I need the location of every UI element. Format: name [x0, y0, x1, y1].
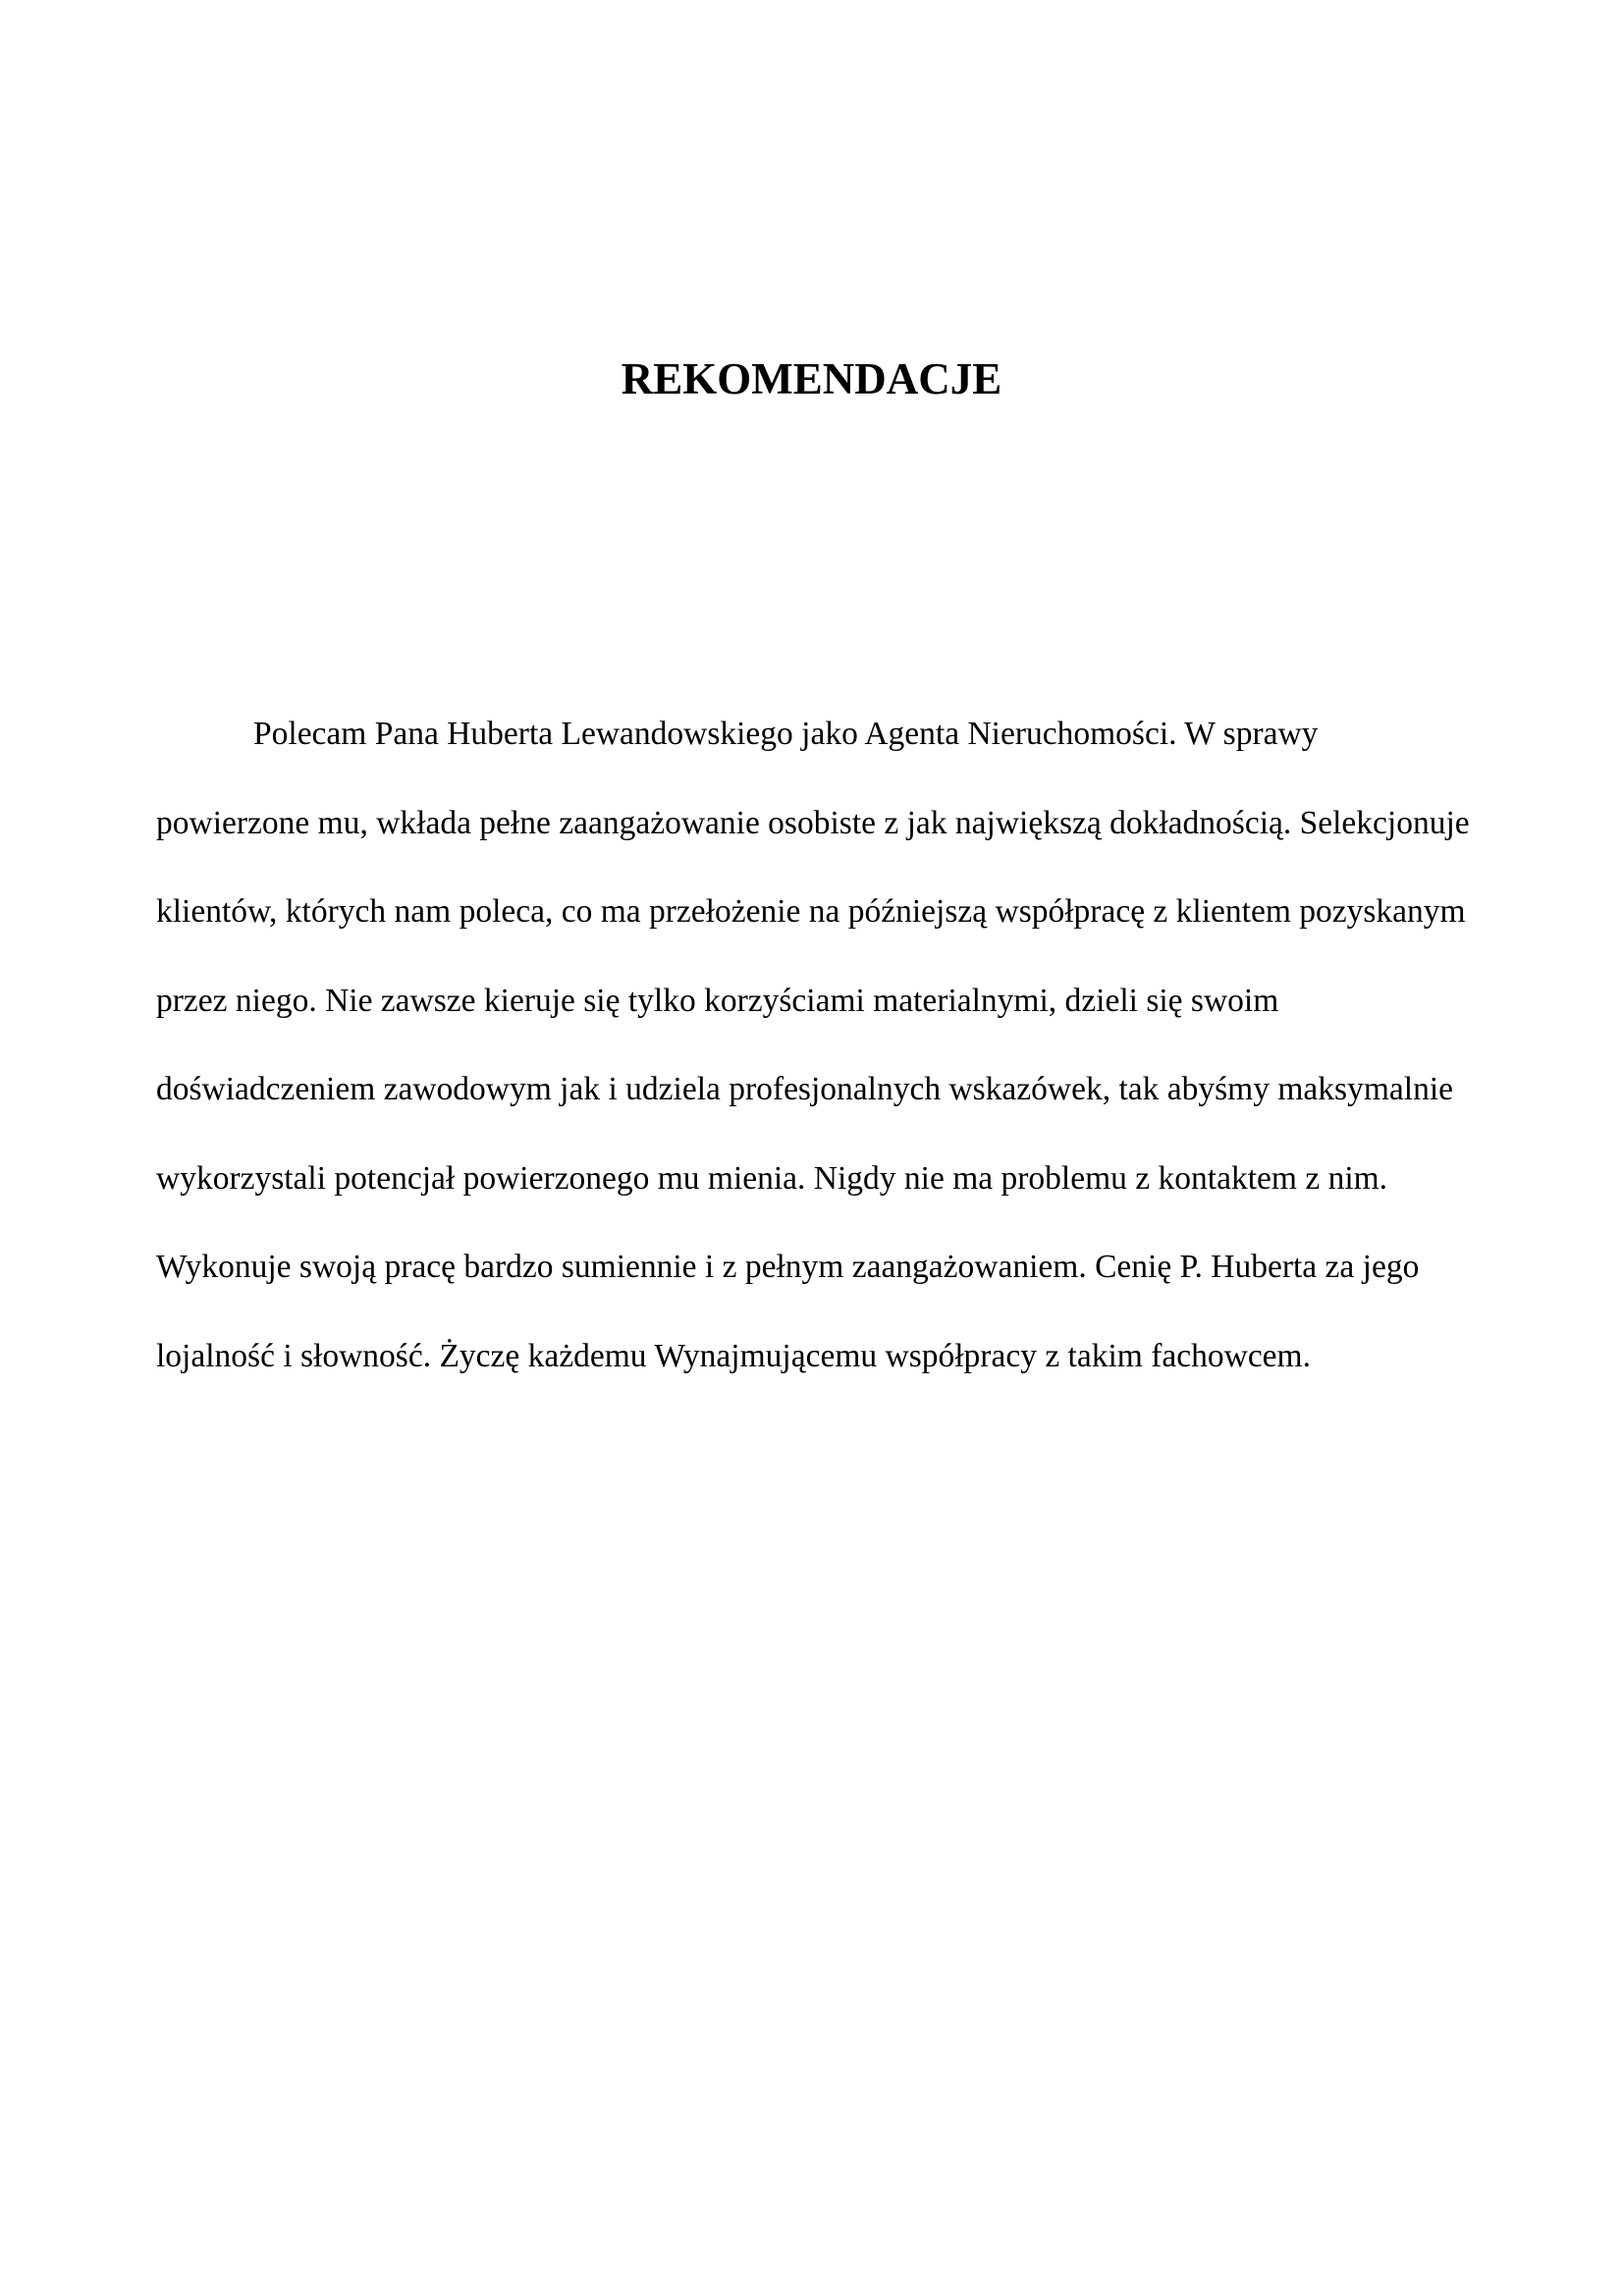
paragraph-line-4: przez niego. Nie zawsze kieruje się tylko korzyściami materialnymi, dzieli się swoim: [156, 982, 1279, 1019]
paragraph-line-3: klientów, których nam poleca, co ma przełożenie na późniejszą współpracę z klientem pozyskanym: [156, 893, 1466, 930]
paragraph-line-5: doświadczeniem zawodowym jak i udziela profesjonalnych wskazówek, tak abyśmy maksymalnie: [156, 1071, 1453, 1107]
paragraph-line-6: wykorzystali potencjał powierzonego mu mienia. Nigdy nie ma problemu z kontaktem z nim.: [156, 1159, 1388, 1197]
paragraph-line-2: powierzone mu, wkłada pełne zaangażowanie osobiste z jak największą dokładnością. Selekcjonuje: [156, 804, 1470, 841]
paragraph-line-1: Polecam Pana Huberta Lewandowskiego jako Agenta Nieruchomości. W sprawy: [253, 716, 1319, 752]
document-title: REKOMENDACJE: [621, 354, 1002, 403]
paragraph-line-8: lojalność i słowność. Życzę każdemu Wynajmującemu współpracy z takim fachowcem.: [156, 1337, 1311, 1374]
recommendation-paragraph: [156, 707, 1491, 1417]
paragraph-line-7: Wykonuje swoją pracę bardzo sumiennie i z pełnym zaangażowaniem. Cenię P. Huberta za jego: [156, 1249, 1420, 1285]
